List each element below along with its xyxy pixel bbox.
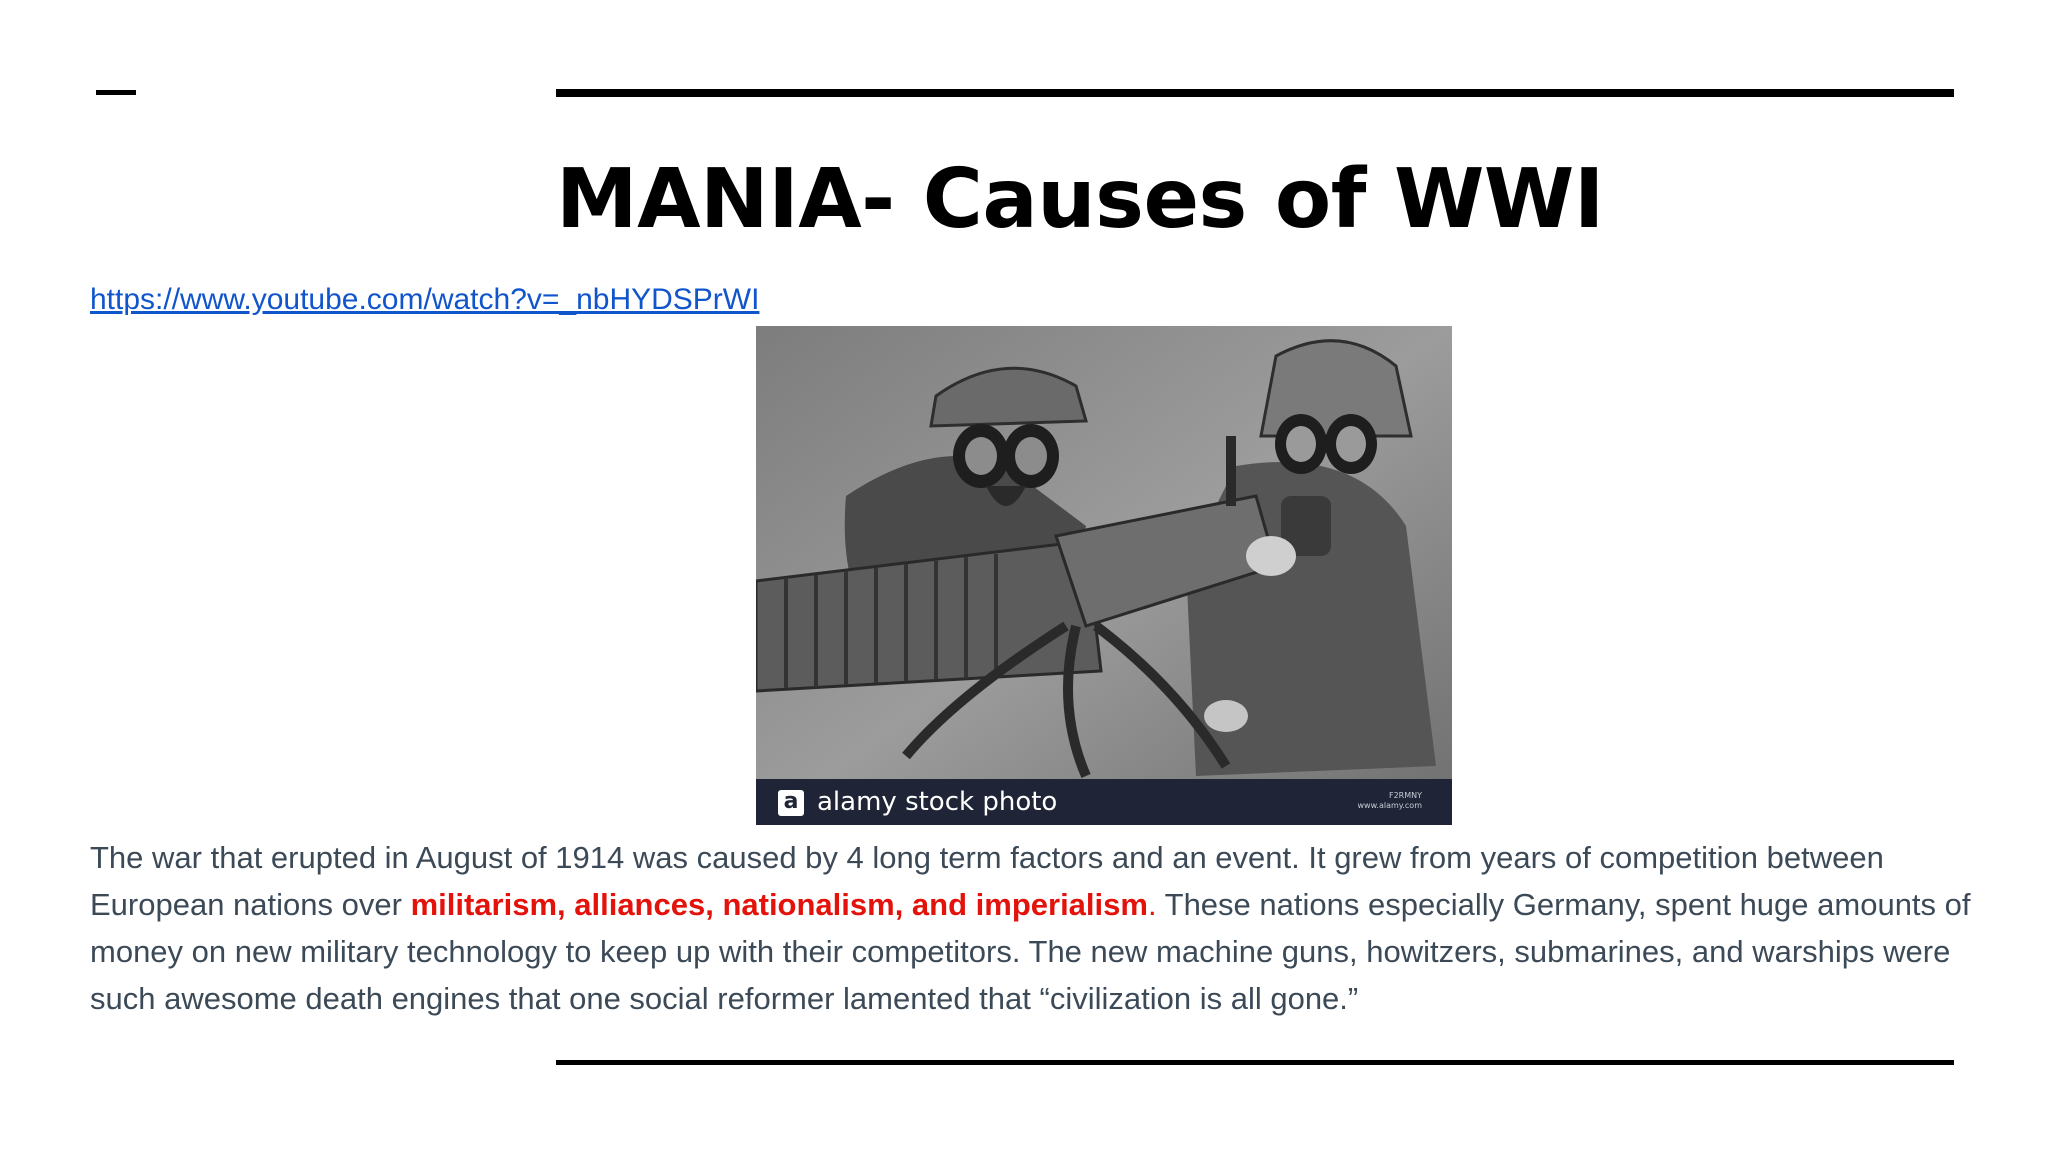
soldiers-photo [756,326,1452,825]
watermark-site: www.alamy.com [1357,801,1422,810]
watermark-text: alamy stock photo [817,787,1058,817]
corner-dash [96,90,136,95]
body-highlight-period: . [1147,887,1157,922]
body-paragraph [90,834,1990,1022]
bottom-rule [556,1060,1954,1065]
alamy-watermark-bar [756,779,1452,825]
photo-illustration [756,326,1452,825]
top-rule [556,89,1954,97]
watermark-image-id: F2RMNY [1388,791,1422,800]
youtube-link[interactable]: https://www.youtube.com/watch?v=_nbHYDSPrWI [90,283,760,316]
alamy-logo-icon: a [778,790,804,816]
slide-title: MANIA- Causes of WWI [556,152,1604,247]
watermark-small-text [1358,791,1422,811]
body-highlight: militarism, alliances, nationalism, and imperialism [410,887,1148,922]
body-text-part-1: The war that erupted in August of 1914 was caused by 4 long term factors and an event. It grew from years of competition between European nations over [90,840,1884,922]
body-text-part-2: These nations especially Germany, spent huge amounts of money on new military technology to keep up with their competitors. The new machine guns, howitzers, submarines, and warships were such awesome death engines that one social reformer lamented that “civilization is all gone.” [90,887,1971,1016]
